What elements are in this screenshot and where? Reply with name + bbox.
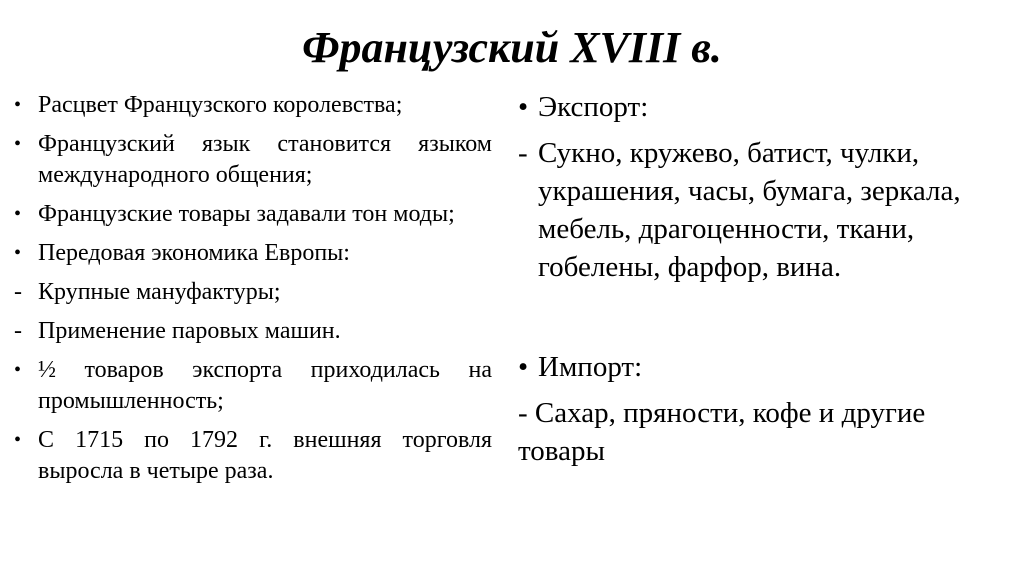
list-item-text: Применение паровых машин.: [38, 318, 341, 344]
list-item-text: Передовая экономика Европы:: [38, 240, 350, 266]
bullet-icon: •: [14, 94, 22, 116]
left-column: [14, 90, 492, 495]
list-item-text: Расцвет Французского королевства;: [38, 92, 403, 118]
import-list-text: - Сахар, пряности, кофе и другие товары: [518, 397, 926, 467]
list-item: [14, 199, 492, 230]
list-item-text: С 1715 по 1792 г. внешняя торговля выросла в четыре раза.: [38, 427, 492, 484]
bullet-icon: •: [518, 351, 529, 383]
list-item-text: Французский язык становится языком международного общения;: [38, 131, 492, 188]
list-item: [14, 316, 492, 347]
bullet-icon: •: [14, 203, 22, 225]
list-item-text: Французские товары задавали тон моды;: [38, 201, 455, 227]
list-item: [14, 425, 492, 487]
export-list: [518, 134, 1008, 286]
list-item: [14, 129, 492, 191]
list-item: [14, 90, 492, 121]
bullet-icon: •: [14, 429, 22, 451]
import-heading: [518, 348, 1008, 386]
export-heading-text: Экспорт:: [538, 91, 649, 123]
right-column: [518, 88, 1008, 470]
list-item-text: Крупные мануфактуры;: [38, 279, 281, 305]
dash-icon: -: [518, 137, 528, 169]
bullet-icon: •: [14, 242, 22, 264]
dash-icon: -: [14, 318, 22, 344]
export-heading: [518, 88, 1008, 126]
list-item: [14, 238, 492, 269]
dash-icon: -: [14, 279, 22, 305]
import-heading-text: Импорт:: [538, 351, 643, 383]
bullet-icon: •: [518, 91, 529, 123]
export-list-text: Сукно, кружево, батист, чулки, украшения, часы, бумага, зеркала, мебель, драгоценности, ткани, гобелены, фарфор, вина.: [538, 137, 961, 283]
list-item-text: ½ товаров экспорта приходилась на промышленность;: [38, 357, 492, 414]
list-item: [14, 355, 492, 417]
slide-title: Французский XVIII в.: [302, 23, 722, 72]
bullet-icon: •: [14, 359, 22, 381]
bullet-icon: •: [14, 133, 22, 155]
list-item: [14, 277, 492, 308]
